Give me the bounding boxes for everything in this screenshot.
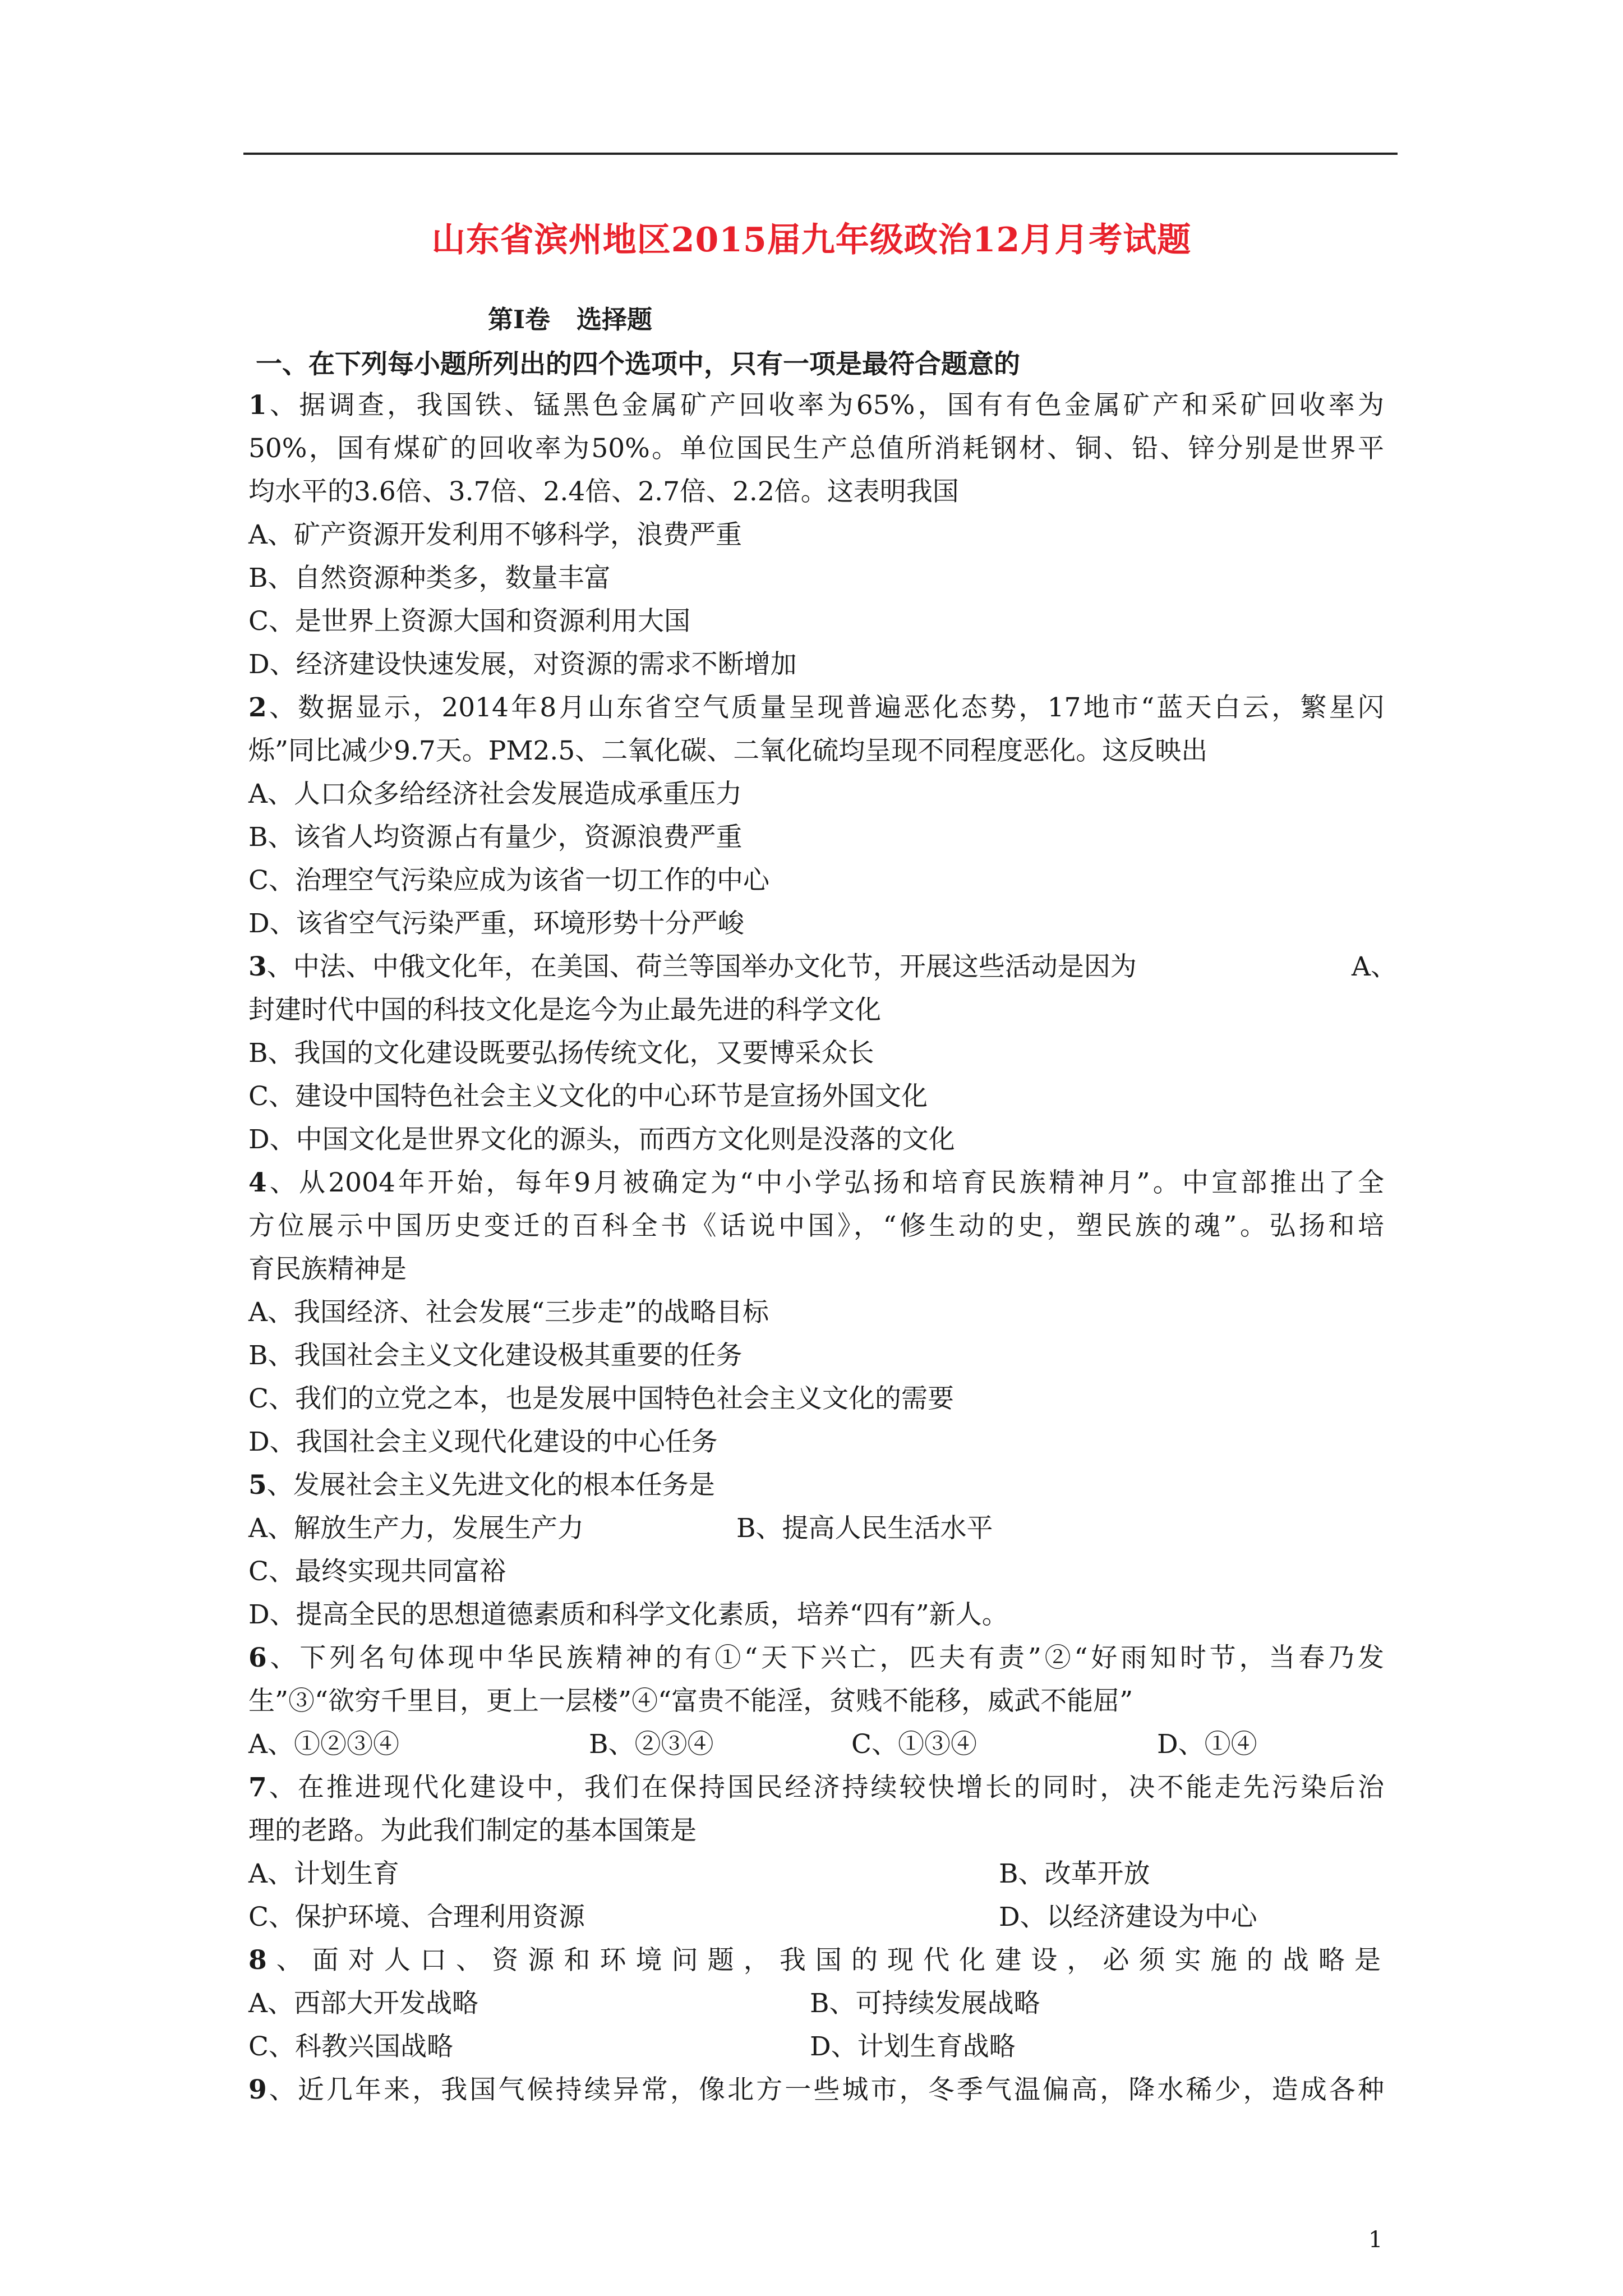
q4-line-1 bbox=[248, 1166, 1384, 1200]
page-number: 1 bbox=[1368, 2227, 1383, 2253]
q4-line-2: 方位展示中国历史变迁的百科全书《话说中国》，“修生动的史，塑民族的魂”。弘扬和培 bbox=[248, 1211, 1384, 1241]
q2-number: 2 bbox=[248, 692, 267, 723]
q3-line-1 bbox=[248, 950, 1137, 984]
q6-option-c: C、①③④ bbox=[851, 1729, 977, 1760]
instruction: 一、在下列每小题所列出的四个选项中，只有一项是最符合题意的 bbox=[256, 349, 1020, 380]
q1-number: 1 bbox=[248, 390, 267, 421]
q8-text-1: 、面对人口、资源和环境问题，我国的现代化建设，必须实施的战略是 bbox=[270, 1945, 1384, 1976]
q7-option-b: B、改革开放 bbox=[999, 1858, 1150, 1889]
q8-option-c: C、科教兴国战略 bbox=[248, 2031, 453, 2062]
q3-text-1: 、中法、中俄文化年，在美国、荷兰等国举办文化节，开展这些活动是因为 bbox=[266, 951, 1137, 982]
q3-option-d: D、中国文化是世界文化的源头，而西方文化则是没落的文化 bbox=[248, 1124, 955, 1155]
q6-line-1 bbox=[248, 1641, 1384, 1675]
q2-option-a: A、人口众多给经济社会发展造成承重压力 bbox=[248, 779, 742, 809]
q1-option-c: C、是世界上资源大国和资源利用大国 bbox=[248, 606, 690, 637]
q9-number: 9 bbox=[248, 2074, 267, 2105]
q4-text-1: 、从2004年开始，每年9月被确定为“中小学弘扬和培育民族精神月”。中宣部推出了全 bbox=[266, 1167, 1384, 1198]
q9-text-1: 、近几年来，我国气候持续异常，像北方一些城市，冬季气温偏高，降水稀少，造成各种 bbox=[266, 2074, 1384, 2105]
q5-option-a: A、解放生产力，发展生产力 bbox=[248, 1513, 584, 1544]
q1-line-1 bbox=[248, 389, 1384, 422]
q4-number: 4 bbox=[248, 1167, 267, 1198]
q4-option-a: A、我国经济、社会发展“三步走”的战略目标 bbox=[248, 1297, 769, 1328]
q8-option-d: D、计划生育战略 bbox=[810, 2031, 1016, 2062]
q4-line-3: 育民族精神是 bbox=[248, 1254, 407, 1285]
q3-option-c: C、建设中国特色社会主义文化的中心环节是宣扬外国文化 bbox=[248, 1081, 928, 1112]
q1-option-b: B、自然资源种类多，数量丰富 bbox=[248, 563, 611, 593]
q4-option-c: C、我们的立党之本，也是发展中国特色社会主义文化的需要 bbox=[248, 1383, 954, 1414]
q1-text-1: 、据调查，我国铁、锰黑色金属矿产回收率为65%，国有有色金属矿产和采矿回收率为 bbox=[266, 390, 1384, 421]
q2-option-c: C、治理空气污染应成为该省一切工作的中心 bbox=[248, 865, 769, 896]
q2-line-1 bbox=[248, 691, 1384, 725]
q2-option-b: B、该省人均资源占有量少，资源浪费严重 bbox=[248, 822, 743, 853]
q1-line-3: 均水平的3.6倍、3.7倍、2.4倍、2.7倍、2.2倍。这表明我国 bbox=[248, 476, 959, 507]
q6-option-b: B、②③④ bbox=[589, 1729, 714, 1760]
q5-option-d: D、提高全民的思想道德素质和科学文化素质，培养“四有”新人。 bbox=[248, 1599, 1008, 1630]
q8-line-1 bbox=[248, 1944, 1384, 1977]
q1-line-2: 50%，国有煤矿的回收率为50%。单位国民生产总值所消耗钢材、铜、铅、锌分别是世界平 bbox=[248, 433, 1384, 464]
q8-number: 8 bbox=[248, 1945, 270, 1976]
q3-number: 3 bbox=[248, 951, 267, 982]
q7-line-2: 理的老路。为此我们制定的基本国策是 bbox=[248, 1815, 697, 1846]
q6-text-1: 、下列名句体现中华民族精神的有①“天下兴亡，匹夫有责”②“好雨知时节，当春乃发 bbox=[266, 1642, 1384, 1673]
q5-option-b: B、提高人民生活水平 bbox=[736, 1513, 993, 1544]
q7-option-a: A、计划生育 bbox=[248, 1858, 399, 1889]
q4-option-b: B、我国社会主义文化建设极其重要的任务 bbox=[248, 1340, 743, 1371]
q3-option-b: B、我国的文化建设既要弘扬传统文化，又要博采众长 bbox=[248, 1038, 874, 1069]
q6-number: 6 bbox=[248, 1642, 267, 1673]
q5-text-1: 、发展社会主义先进文化的根本任务是 bbox=[266, 1470, 715, 1501]
q3-line-2: 封建时代中国的科技文化是迄今为止最先进的科学文化 bbox=[248, 995, 881, 1025]
q8-option-a: A、西部大开发战略 bbox=[248, 1988, 478, 2019]
q2-line-2: 烁”同比减少9.7天。PM2.5、二氧化碳、二氧化硫均呈现不同程度恶化。这反映出 bbox=[248, 735, 1208, 766]
section-heading: 第Ⅰ卷 选择题 bbox=[488, 305, 653, 334]
q1-option-a: A、矿产资源开发利用不够科学，浪费严重 bbox=[248, 519, 742, 550]
header-rule bbox=[243, 153, 1398, 155]
q3-option-a-marker: A、 bbox=[1352, 951, 1397, 982]
q6-option-d: D、①④ bbox=[1157, 1729, 1257, 1760]
q8-option-b: B、可持续发展战略 bbox=[810, 1988, 1040, 2019]
q1-option-d: D、经济建设快速发展，对资源的需求不断增加 bbox=[248, 649, 797, 680]
q5-line-1 bbox=[248, 1469, 715, 1502]
q5-option-c: C、最终实现共同富裕 bbox=[248, 1556, 506, 1587]
q9-line-1 bbox=[248, 2073, 1384, 2107]
q7-number: 7 bbox=[248, 1772, 267, 1803]
q7-option-d: D、以经济建设为中心 bbox=[999, 1902, 1257, 1932]
q6-line-2: 生”③“欲穷千里目，更上一层楼”④“富贵不能淫，贫贱不能移，威武不能屈” bbox=[248, 1686, 1133, 1717]
q2-text-1: 、数据显示，2014年8月山东省空气质量呈现普遍恶化态势，17地市“蓝天白云，繁星闪 bbox=[266, 692, 1384, 723]
q2-option-d: D、该省空气污染严重，环境形势十分严峻 bbox=[248, 908, 744, 939]
q7-line-1 bbox=[248, 1771, 1384, 1805]
q6-option-a: A、①②③④ bbox=[248, 1729, 399, 1760]
q7-text-1: 、在推进现代化建设中，我们在保持国民经济持续较快增长的同时，决不能走先污染后治 bbox=[266, 1772, 1384, 1803]
q4-option-d: D、我国社会主义现代化建设的中心任务 bbox=[248, 1427, 718, 1457]
q7-option-c: C、保护环境、合理利用资源 bbox=[248, 1902, 585, 1932]
document-title: 山东省滨州地区2015届九年级政治12月月考试题 bbox=[431, 220, 1192, 260]
q5-number: 5 bbox=[248, 1470, 267, 1501]
